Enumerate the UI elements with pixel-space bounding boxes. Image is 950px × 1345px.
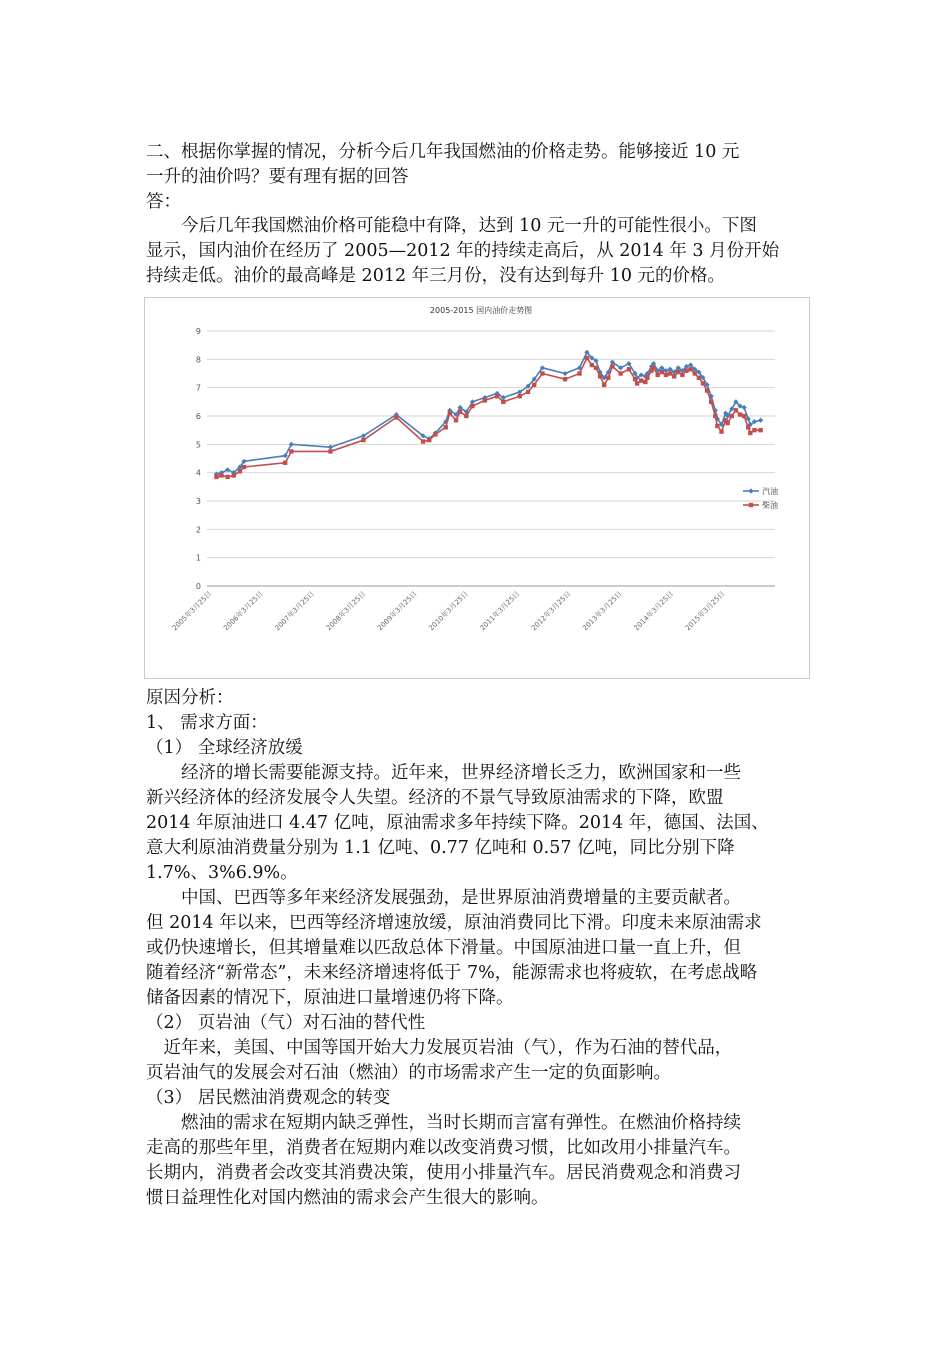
intro-line-1: 今后几年我国燃油价格可能稳中有降，达到 10 元一升的可能性很小。下图: [146, 216, 757, 236]
subsection-3-heading: （3） 居民燃油消费观念的转变: [146, 1088, 391, 1108]
data-point: [585, 356, 589, 360]
data-point: [742, 414, 746, 418]
data-point: [643, 380, 647, 384]
data-point: [697, 376, 701, 380]
data-point: [742, 405, 747, 410]
intro-line-2: 显示，国内油价在经历了 2005—2012 年的持续走高后，从 2014 年 3 月份开始: [146, 241, 780, 261]
data-point: [618, 371, 622, 375]
data-point: [232, 473, 236, 477]
paragraph-line: 燃油的需求在短期内缺乏弹性，当时长期而言富有弹性。在燃油价格持续: [146, 1113, 741, 1133]
data-point: [746, 425, 750, 429]
y-tick-label: 0: [195, 582, 201, 591]
data-point: [454, 418, 458, 422]
x-tick-label: 2012年3月25日: [529, 589, 573, 633]
paragraph-line: 惯日益理性化对国内燃油的需求会产生很大的影响。: [146, 1188, 549, 1208]
data-point: [645, 376, 649, 380]
data-point: [598, 374, 602, 378]
data-point: [633, 377, 637, 381]
paragraph-line: 2014 年原油进口 4.47 亿吨，原油需求多年持续下降。2014 年，德国、法国、: [146, 813, 769, 833]
data-point: [219, 473, 223, 477]
paragraph-line: 走高的那些年里，消费者在短期内难以改变消费习惯，比如改用小排量汽车。: [146, 1138, 741, 1158]
data-point: [562, 371, 567, 376]
paragraph-line: 储备因素的情况下，原油进口量增速仍将下降。: [146, 988, 514, 1008]
paragraph-line: 页岩油气的发展会对石油（燃油）的市场需求产生一定的负面影响。: [146, 1063, 671, 1083]
y-tick-label: 8: [195, 355, 201, 365]
data-point: [283, 461, 287, 465]
y-tick-label: 1: [195, 553, 201, 563]
chart-series: [214, 350, 763, 479]
data-point: [660, 370, 664, 374]
data-point: [693, 371, 697, 375]
paragraph-line: 或仍快速增长，但其增量难以匹敌总体下滑量。中国原油进口量一直上升，但: [146, 938, 741, 958]
data-point: [483, 398, 487, 402]
data-point: [672, 374, 676, 378]
chart-title: 2005-2015 国内油价走势图: [429, 306, 533, 315]
legend-marker: [748, 488, 753, 493]
data-point: [758, 428, 762, 432]
data-point: [448, 411, 452, 415]
data-point: [676, 370, 680, 374]
x-tick-label: 2008年3月25日: [324, 589, 368, 633]
data-point: [427, 438, 431, 442]
data-point: [328, 449, 332, 453]
data-point: [734, 408, 738, 412]
data-point: [214, 475, 218, 479]
intro-line-3: 持续走低。油价的最高峰是 2012 年三月份，没有达到每升 10 元的价格。: [146, 266, 726, 286]
data-point: [688, 367, 692, 371]
data-point: [458, 410, 462, 414]
data-point: [705, 388, 709, 392]
paragraph-line: 意大利原油消费量分别为 1.1 亿吨、0.77 亿吨和 0.57 亿吨，同比分别下降: [146, 838, 735, 858]
chart-legend: [743, 486, 778, 510]
paragraph-line: 但 2014 年以来，巴西等经济增速放缓，原油消费同比下滑。印度未来原油需求: [146, 913, 762, 933]
x-axis-ticks: [170, 589, 726, 632]
y-tick-label: 7: [195, 383, 201, 393]
data-point: [730, 414, 734, 418]
y-tick-label: 5: [195, 440, 201, 450]
y-tick-label: 3: [195, 497, 201, 506]
data-point: [225, 467, 230, 472]
data-point: [501, 400, 505, 404]
data-point: [752, 428, 756, 432]
data-point: [719, 429, 723, 433]
data-point: [713, 414, 717, 418]
y-tick-label: 4: [195, 468, 201, 478]
question-line-1: 二、根据你掌握的情况，分析今后几年我国燃油的价格走势。能够接近 10 元: [146, 142, 740, 162]
data-point: [590, 363, 594, 367]
data-point: [684, 368, 688, 372]
data-point: [664, 373, 668, 377]
data-point: [606, 376, 610, 380]
data-point: [680, 373, 684, 377]
analysis-heading: 原因分析：: [146, 688, 234, 708]
data-point: [577, 371, 581, 375]
data-point: [655, 373, 659, 377]
data-point: [470, 404, 474, 408]
data-point: [668, 371, 672, 375]
data-point: [602, 383, 606, 387]
data-point: [610, 364, 614, 368]
answer-label: 答：: [146, 192, 181, 212]
data-point: [464, 414, 468, 418]
data-point: [715, 424, 719, 428]
paragraph-line: 经济的增长需要能源支持。近年来，世界经济增长乏力，欧洲国家和一些: [146, 763, 741, 783]
paragraph-line: 近年来，美国、中国等国开始大力发展页岩油（气），作为石油的替代品，: [146, 1038, 733, 1058]
oil-price-chart: [144, 297, 810, 679]
paragraph-line: 新兴经济体的经济发展令人失望。经济的不景气导致原油需求的下降，欧盟: [146, 788, 724, 808]
paragraph-line: 随着经济“新常态”，未来经济增速将低于 7%，能源需求也将疲软，在考虑战略: [146, 963, 758, 983]
x-tick-label: 2011年3月25日: [478, 589, 522, 633]
x-tick-label: 2014年3月25日: [632, 589, 676, 633]
subsection-2-heading: （2） 页岩油（气）对石油的替代性: [146, 1013, 426, 1033]
series-line: [217, 358, 761, 477]
data-point: [758, 418, 763, 423]
legend-label: 柴油: [762, 501, 778, 510]
data-point: [289, 449, 293, 453]
subsection-1-heading: （1） 全球经济放缓: [146, 738, 303, 758]
x-tick-label: 2007年3月25日: [273, 589, 317, 633]
data-point: [361, 438, 365, 442]
x-tick-label: 2005年3月25日: [170, 589, 214, 633]
paragraph-line: 中国、巴西等多年来经济发展强劲，是世界原油消费增量的主要贡献者。: [146, 888, 741, 908]
data-point: [394, 415, 398, 419]
paragraph-line: 1.7%、3%6.9%。: [146, 863, 298, 883]
data-point: [444, 425, 448, 429]
data-point: [563, 377, 567, 381]
paragraph-line: 长期内，消费者会改变其消费决策，使用小排量汽车。居民消费观念和消费习: [146, 1163, 741, 1183]
chart-canvas: [145, 298, 809, 678]
data-point: [738, 412, 742, 416]
x-tick-label: 2006年3月25日: [222, 589, 265, 633]
data-point: [328, 445, 333, 450]
data-point: [421, 439, 425, 443]
data-point: [238, 469, 242, 473]
data-point: [495, 394, 499, 398]
data-point: [532, 383, 536, 387]
data-point: [651, 366, 655, 370]
data-point: [242, 465, 246, 469]
data-point: [635, 381, 639, 385]
data-point: [225, 475, 229, 479]
data-point: [518, 394, 522, 398]
x-tick-label: 2010年3月25日: [427, 589, 470, 633]
y-tick-label: 9: [195, 327, 201, 336]
data-point: [594, 366, 598, 370]
data-point: [701, 381, 705, 385]
data-point: [725, 421, 729, 425]
data-point: [639, 378, 643, 382]
data-point: [709, 400, 713, 404]
x-tick-label: 2015年3月25日: [683, 589, 727, 633]
data-point: [748, 431, 752, 435]
x-tick-label: 2009年3月25日: [376, 589, 419, 633]
data-point: [433, 432, 437, 436]
y-tick-label: 6: [195, 412, 201, 421]
data-point: [540, 371, 544, 375]
data-point: [526, 390, 530, 394]
x-tick-label: 2013年3月25日: [581, 589, 624, 633]
question-line-2: 一升的油价吗？要有理有据的回答: [146, 167, 409, 187]
section-1-heading: 1、 需求方面：: [146, 713, 268, 733]
data-point: [627, 367, 631, 371]
legend-label: 汽油: [762, 487, 778, 496]
legend-marker: [749, 503, 753, 507]
y-tick-label: 2: [195, 525, 201, 535]
